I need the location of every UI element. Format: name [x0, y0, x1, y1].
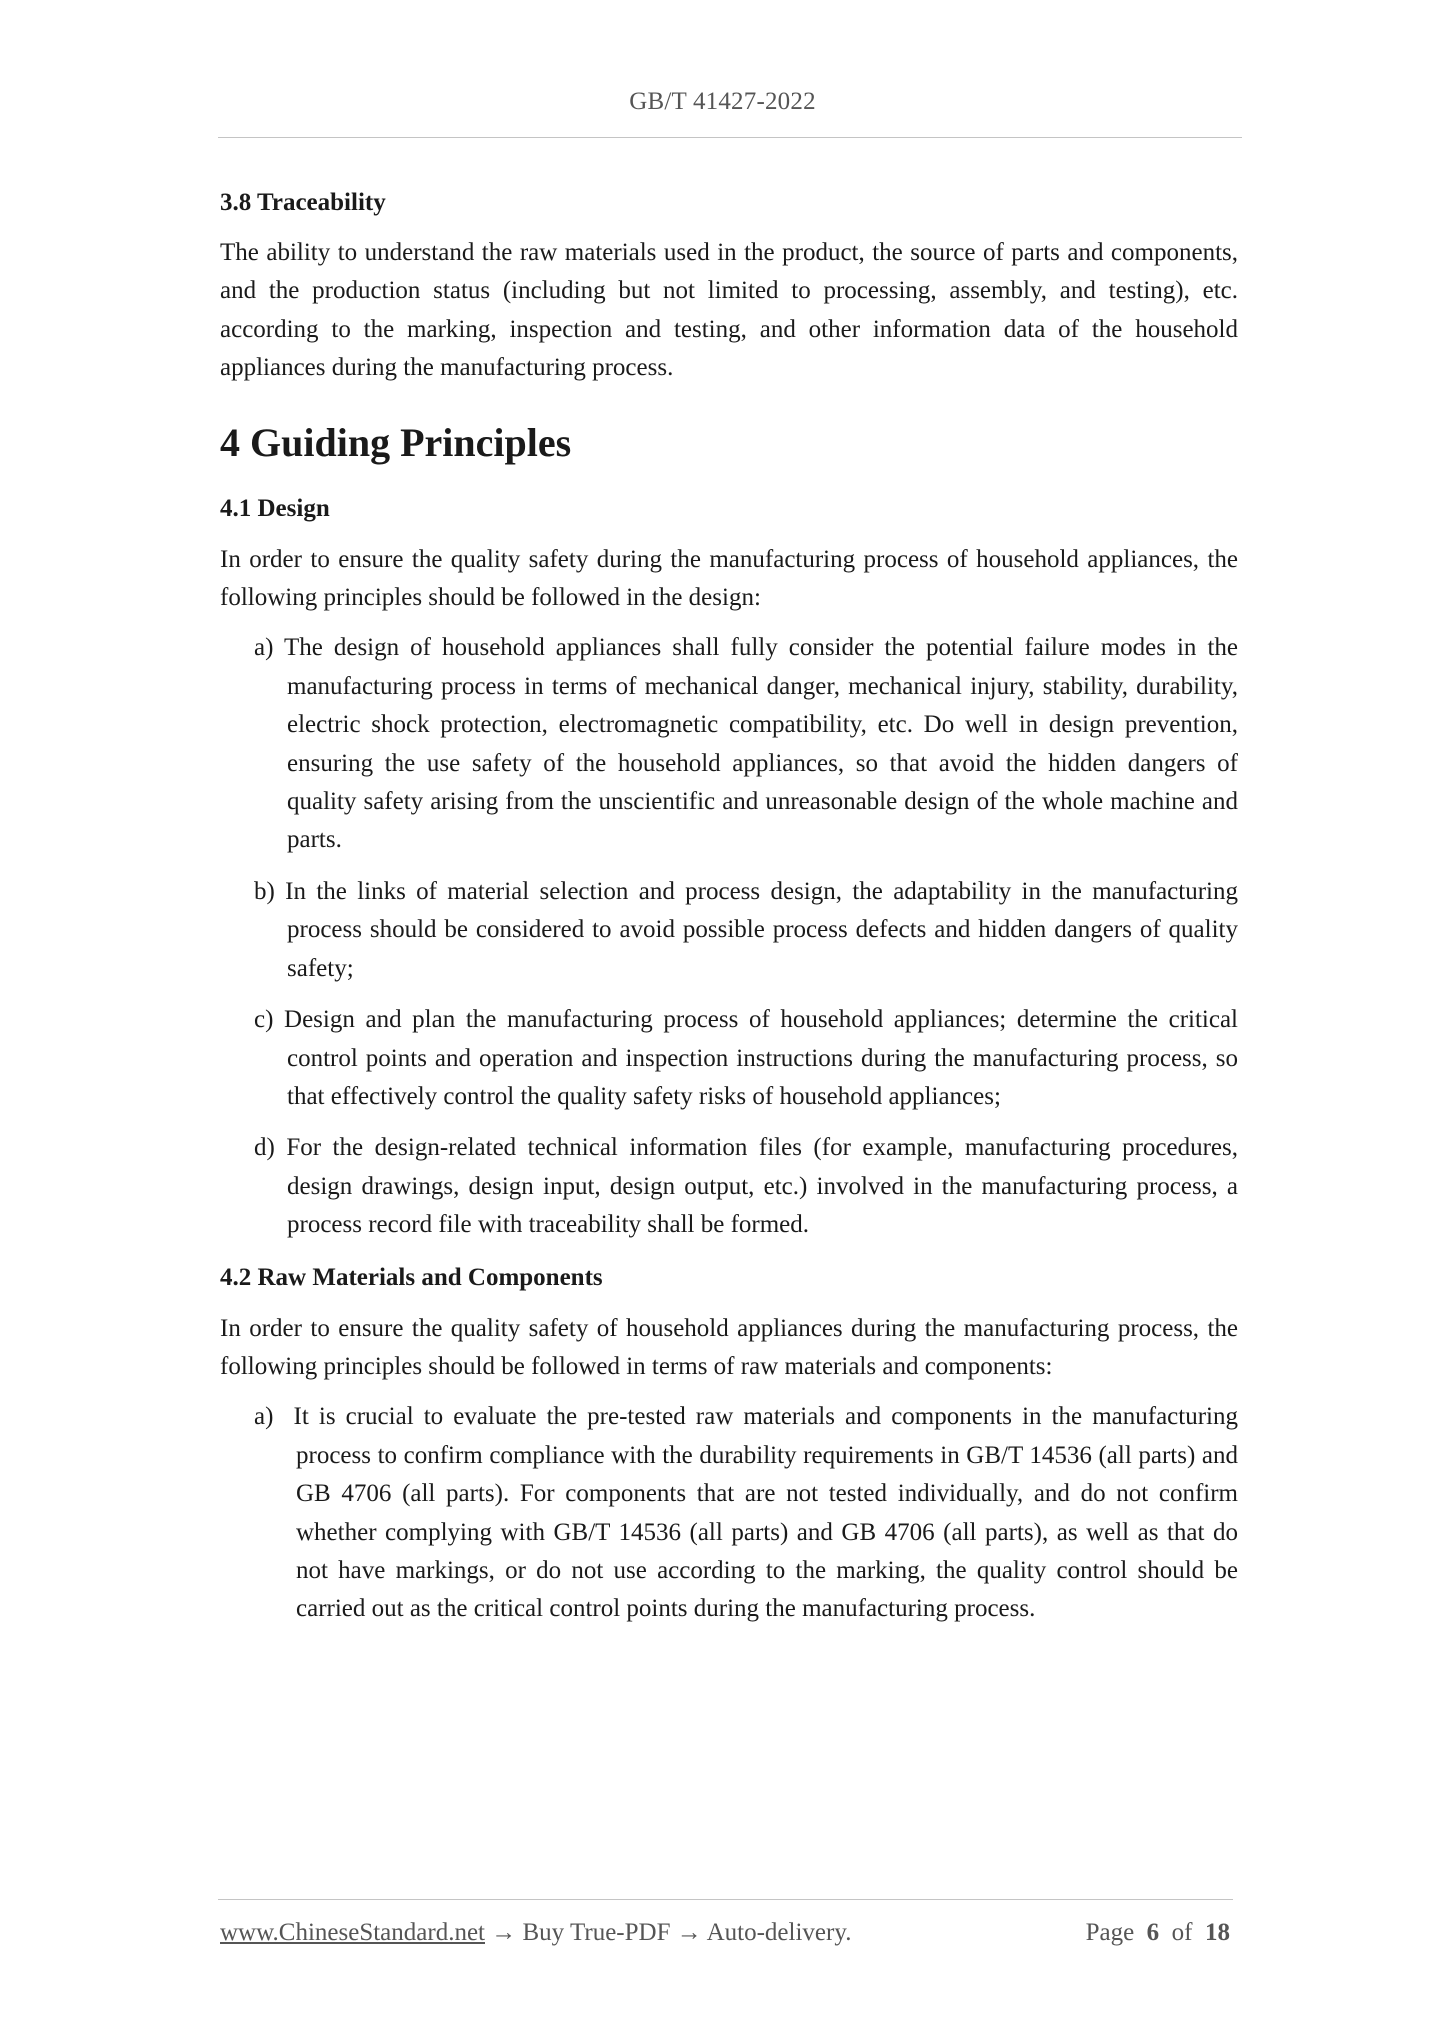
chinese-standard-link[interactable]: www.ChineseStandard.net [220, 1919, 485, 1946]
of-label: of [1171, 1919, 1193, 1946]
total-pages-number: 18 [1205, 1919, 1230, 1946]
section-4-1-heading: 4.1 Design [220, 494, 330, 522]
list-item: c) Design and plan the manufacturing process of household appliances; determine the critical control points and operation and inspection instructions during the manufacturing process, so that effectively control the quality safety risks of household appliances; [254, 1006, 1238, 1110]
section-4-heading: 4 Guiding Principles [220, 419, 572, 465]
footer-promo [220, 1919, 851, 1947]
current-page-number: 6 [1146, 1919, 1160, 1946]
footer-divider [218, 1899, 1233, 1900]
design-principles-list [254, 629, 1238, 1244]
page-label: Page [1085, 1919, 1135, 1946]
document-body [220, 184, 1238, 1629]
section-4-2-heading: 4.2 Raw Materials and Components [220, 1263, 603, 1291]
list-item: b) In the links of material selection and process design, the adaptability in the manufacturing process should be considered to avoid possible process defects and hidden dangers of quality safety; [254, 877, 1238, 982]
page-indicator [1086, 1919, 1230, 1947]
section-3-8-heading: 3.8 Traceability [220, 189, 386, 216]
list-item: a) It is crucial to evaluate the pre-tested raw materials and components in the manufacturing process to confirm compliance with the durability requirements in GB/T 14536 (all parts) and GB 4706 (all parts). For components that are not tested individually, and do not confirm whether complying with GB/T 14536 (all parts) and GB 4706 (all parts), as well as that do not have markings, or do not use according to the marking, the quality control should be carried out as the critical control points during the manufacturing process. [254, 1403, 1238, 1623]
section-4-1-intro: In order to ensure the quality safety during the manufacturing process of household appliances, the following principles should be followed in the design: [220, 545, 1238, 612]
footer-tagline: → Buy True-PDF → Auto-delivery. [485, 1919, 852, 1946]
header-divider [218, 137, 1242, 138]
page-footer [220, 1919, 1230, 1959]
running-header: GB/T 41427-2022 [629, 88, 816, 115]
section-4-2-intro: In order to ensure the quality safety of household appliances during the manufacturing process, the following principles should be followed in terms of raw materials and components: [220, 1314, 1238, 1380]
list-item: d) For the design-related technical information files (for example, manufacturing procedures, design drawings, design input, design output, etc.) involved in the manufacturing process, a process record file with traceability shall be formed. [254, 1134, 1238, 1239]
section-3-8-body: The ability to understand the raw materials used in the product, the source of parts and components, and the production status (including but not limited to processing, assembly, and testing), etc. according to the marking, inspection and testing, and other information data of the household appliances during the manufacturing process. [220, 239, 1238, 382]
materials-principles-list [254, 1398, 1238, 1628]
list-item: a) The design of household appliances shall fully consider the potential failure modes in the manufacturing process in terms of mechanical danger, mechanical injury, stability, durability, electric shock protection, electromagnetic compatibility, etc. Do well in design prevention, ensuring the use safety of the household appliances, so that avoid the hidden dangers of quality safety arising from the unscientific and unreasonable design of the whole machine and parts. [254, 634, 1238, 854]
